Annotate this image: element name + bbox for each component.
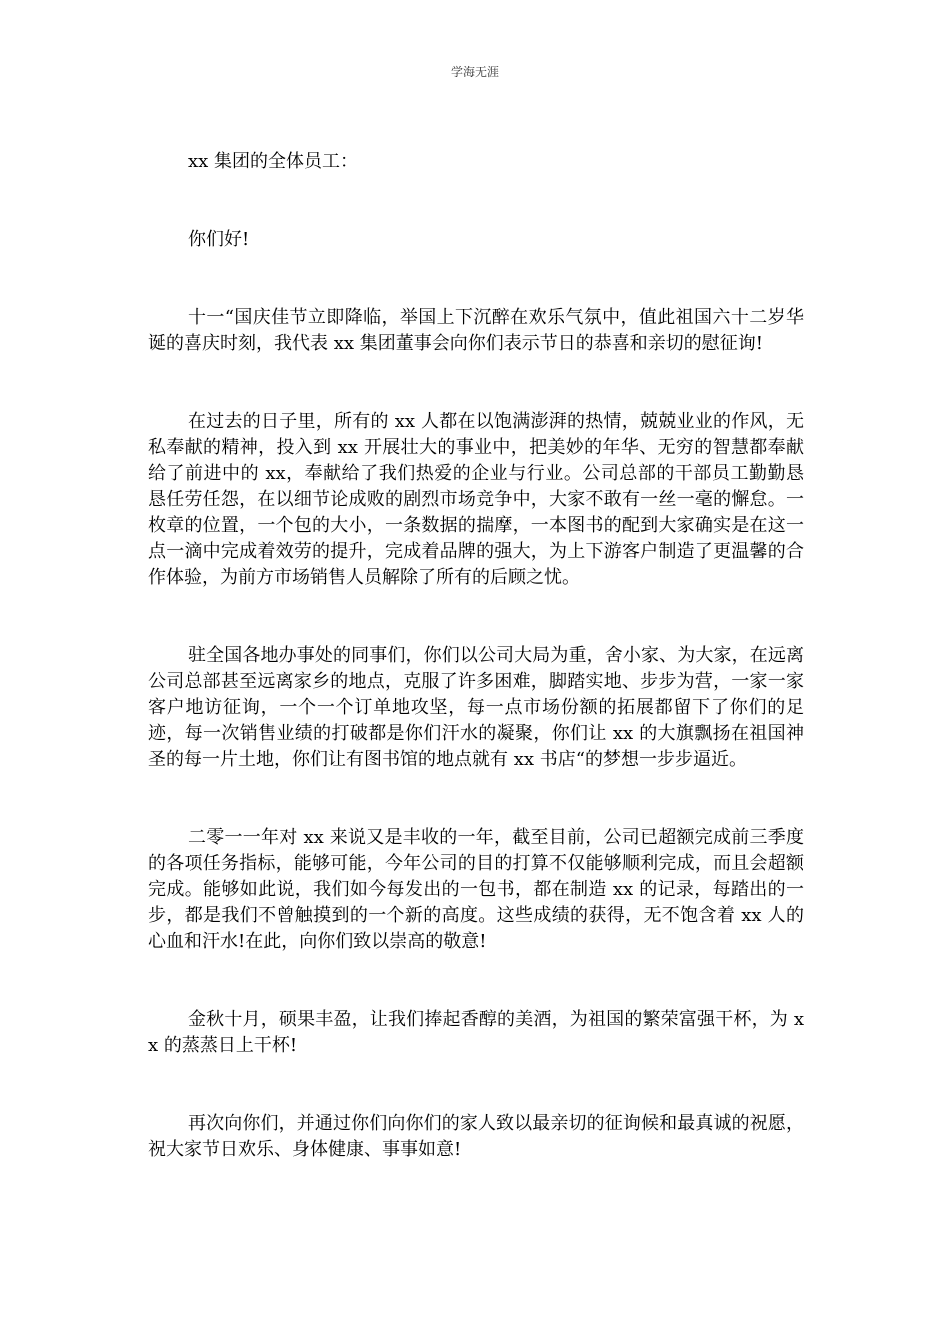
paragraph-5: 金秋十月，硕果丰盈，让我们捧起香醇的美酒，为祖国的繁荣富强干杯，为 xx 的蒸蒸日上干杯! (148, 1009, 804, 1056)
greeting: 你们好! (188, 229, 250, 250)
paragraph-1: 十一“国庆佳节立即降临，举国上下沉醉在欢乐气氛中，值此祖国六十二岁华诞的喜庆时刻，我代表 xx 集团董事会向你们表示节日的恭喜和亲切的慰征询! (148, 307, 804, 354)
page-header (0, 64, 950, 80)
header-text: 学海无涯 (450, 65, 499, 79)
paragraph-6: 再次向你们，并通过你们向你们的家人致以最亲切的征询候和最真诚的祝愿，祝大家节日欢乐、身体健康、事事如意! (148, 1113, 804, 1160)
letter-body (148, 149, 804, 1215)
paragraph-2: 在过去的日子里，所有的 xx 人都在以饱满澎湃的热情，兢兢业业的作风，无私奉献的精神，投入到 xx 开展壮大的事业中，把美妙的年华、无穷的智慧都奉献给了前进中的 xx，奉献给了我们热爱的企业与行业。公司总部的干部员工勤勤恳恳任劳任怨，在以细节论成败的剧烈市场竞争中，大家不敢有一丝一毫的懈怠。一枚章的位置，一个包的大小，一条数据的揣摩，一本图书的配到大家确实是在这一点一滴中完成着效劳的提升，完成着品牌的强大，为上下游客户制造了更温馨的合作体验，为前方市场销售人员解除了所有的后顾之忧。 (148, 411, 804, 588)
paragraph-4: 二零一一年对 xx 来说又是丰收的一年，截至目前，公司已超额完成前三季度的各项任务指标，能够可能，今年公司的目的打算不仅能够顺利完成，而且会超额完成。能够如此说，我们如今每发出的一包书，都在制造 xx 的记录，每踏出的一步，都是我们不曾触摸到的一个新的高度。这些成绩的获得，无不饱含着 xx 人的心血和汗水!在此，向你们致以崇高的敬意! (148, 827, 804, 952)
salutation: xx 集团的全体员工： (188, 151, 359, 172)
paragraph-3: 驻全国各地办事处的同事们，你们以公司大局为重，舍小家、为大家，在远离公司总部甚至远离家乡的地点，克服了许多困难，脚踏实地、步步为营，一家一家客户地访征询，一个一个订单地攻坚，每一点市场份额的拓展都留下了你们的足迹，每一次销售业绩的打破都是你们汗水的凝聚，你们让 xx 的大旗飘扬在祖国神圣的每一片土地，你们让有图书馆的地点就有 xx 书店“的梦想一步步逼近。 (148, 645, 804, 770)
